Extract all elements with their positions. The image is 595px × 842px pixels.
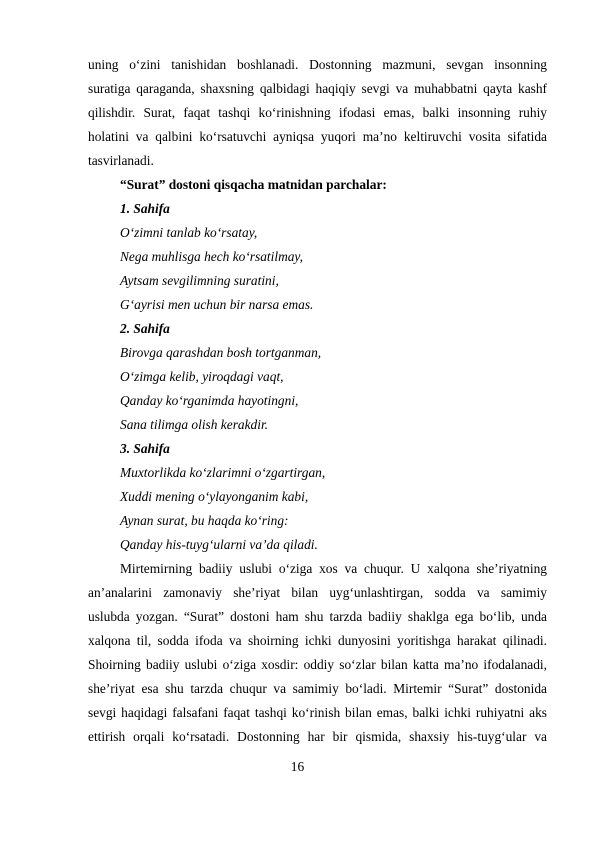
verse-line: Birovga qarashdan bosh tortganman, <box>120 345 322 360</box>
paragraph-1-line: qilishdir. Surat, faqat tashqi ko‘rinishning ifodasi emas, balki insonning ruhiy <box>88 105 547 120</box>
paragraph-2-line: xalqona til, sodda ifoda va shoirning ichki dunyosini yoritishga harakat qilinadi. <box>88 633 547 648</box>
excerpt-heading: 1. Sahifa <box>120 201 170 216</box>
paragraph-2-line: she’riyat esa shu tarzda chuqur va samimiy bo‘ladi. Mirtemir “Surat” dostonida <box>88 681 547 696</box>
excerpt-heading: 2. Sahifa <box>120 321 170 336</box>
verse-line: Aytsam sevgilimning suratini, <box>120 273 279 288</box>
verse-line: Sana tilimga olish kerakdir. <box>120 417 269 432</box>
page-number: 16 <box>290 759 305 774</box>
excerpt-heading: 3. Sahifa <box>120 441 170 456</box>
verse-line: Aynan surat, bu haqda ko‘ring: <box>120 513 289 528</box>
verse-line: Xuddi mening o‘ylayonganim kabi, <box>120 489 309 504</box>
paragraph-2-line: an’analarini zamonaviy she’riyat bilan uyg‘unlashtirgan, sodda va samimiy <box>88 585 547 600</box>
paragraph-1-line: tasvirlanadi. <box>88 153 154 168</box>
verse-line: Nega muhlisga hech ko‘rsatilmay, <box>120 249 303 264</box>
paragraph-2-line: uslubda yozgan. “Surat” dostoni ham shu tarzda badiiy shaklga ega bo‘lib, unda <box>88 609 547 624</box>
verse-line: G‘ayrisi men uchun bir narsa emas. <box>120 297 314 312</box>
paragraph-2-line: sevgi haqidagi falsafani faqat tashqi ko‘rinish bilan emas, balki ichki ruhiyatni aks <box>88 705 547 720</box>
paragraph-1-line: uning o‘zini tanishidan boshlanadi. Dostonning mazmuni, sevgan insonning <box>88 57 547 72</box>
paragraph-2-line: ettirish orqali ko‘rsatadi. Dostonning har bir qismida, shaxsiy his-tuyg‘ular va <box>88 729 547 744</box>
paragraph-2-line: Mirtemirning badiiy uslubi o‘ziga xos va chuqur. U xalqona she’riyatning <box>120 561 547 576</box>
verse-line: Qanday ko‘rganimda hayotingni, <box>120 393 299 408</box>
verse-line: O‘zimga kelib, yiroqdagi vaqt, <box>120 369 284 384</box>
verse-line: Qanday his-tuyg‘ularni va’da qiladi. <box>120 537 318 552</box>
verse-line: O‘zimni tanlab ko‘rsatay, <box>120 225 258 240</box>
paragraph-2-line: Shoirning badiiy uslubi o‘ziga xosdir: oddiy so‘zlar bilan katta ma’no ifodalanadi, <box>88 657 547 672</box>
verse-line: Muxtorlikda ko‘zlarimni o‘zgartirgan, <box>120 465 326 480</box>
paragraph-1-line: holatini va qalbini ko‘rsatuvchi ayniqsa yuqori ma’no keltiruvchi vosita sifatida <box>88 129 547 144</box>
section-heading: “Surat” dostoni qisqacha matnidan parchalar: <box>120 177 387 192</box>
paragraph-1-line: suratiga qaraganda, shaxsning qalbidagi haqiqiy sevgi va muhabbatni qayta kashf <box>88 81 547 96</box>
